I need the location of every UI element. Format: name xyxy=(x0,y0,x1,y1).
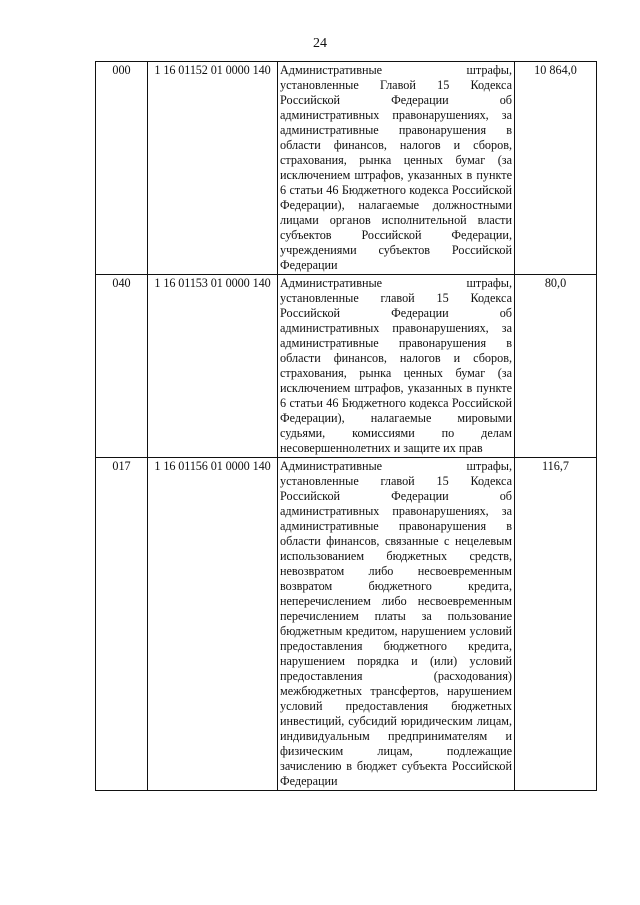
amount-cell: 10 864,0 xyxy=(515,62,597,275)
page-number: 24 xyxy=(313,36,327,51)
kbk-code-cell: 1 16 01156 01 0000 140 xyxy=(148,458,278,791)
amount-cell: 116,7 xyxy=(515,458,597,791)
revenue-table xyxy=(95,61,597,791)
description-cell: Административные штрафы, установленные главой 15 Кодекса Российской Федерации об административных правонарушениях, за административные правонарушения в области финансов, налогов и сборов, страхования, рынка ценных бумаг (за исключением штрафов, указанных в пункте 6 статьи 46 Бюджетного кодекса Российской Федерации), налагаемые мировыми судьями, комиссиями по делам несовершеннолетних и защите их прав xyxy=(278,275,515,458)
table-row xyxy=(96,62,597,275)
kbk-code-cell: 1 16 01153 01 0000 140 xyxy=(148,275,278,458)
table-row xyxy=(96,458,597,791)
admin-code-cell: 017 xyxy=(96,458,148,791)
description-cell: Административные штрафы, установленные Главой 15 Кодекса Российской Федерации об административных правонарушениях, за административные правонарушения в области финансов, налогов и сборов, страхования, рынка ценных бумаг (за исключением штрафов, указанных в пункте 6 статьи 46 Бюджетного кодекса Российской Федерации), налагаемые должностными лицами органов исполнительной власти субъектов Российской Федерации, учреждениями субъектов Российской Федерации xyxy=(278,62,515,275)
admin-code-cell: 040 xyxy=(96,275,148,458)
kbk-code-cell: 1 16 01152 01 0000 140 xyxy=(148,62,278,275)
admin-code-cell: 000 xyxy=(96,62,148,275)
amount-cell: 80,0 xyxy=(515,275,597,458)
description-cell: Административные штрафы, установленные главой 15 Кодекса Российской Федерации об административных правонарушениях, за административные правонарушения в области финансов, связанные с нецелевым использованием бюджетных средств, невозвратом либо несвоевременным возвратом бюджетного кредита, неперечислением либо несвоевременным перечислением платы за пользование бюджетным кредитом, нарушением условий предоставления бюджетного кредита, нарушением порядка и (или) условий предоставления (расходования) межбюджетных трансфертов, нарушением условий предоставления бюджетных инвестиций, субсидий юридическим лицам, индивидуальным предпринимателям и физическим лицам, подлежащие зачислению в бюджет субъекта Российской Федерации xyxy=(278,458,515,791)
table-row xyxy=(96,275,597,458)
